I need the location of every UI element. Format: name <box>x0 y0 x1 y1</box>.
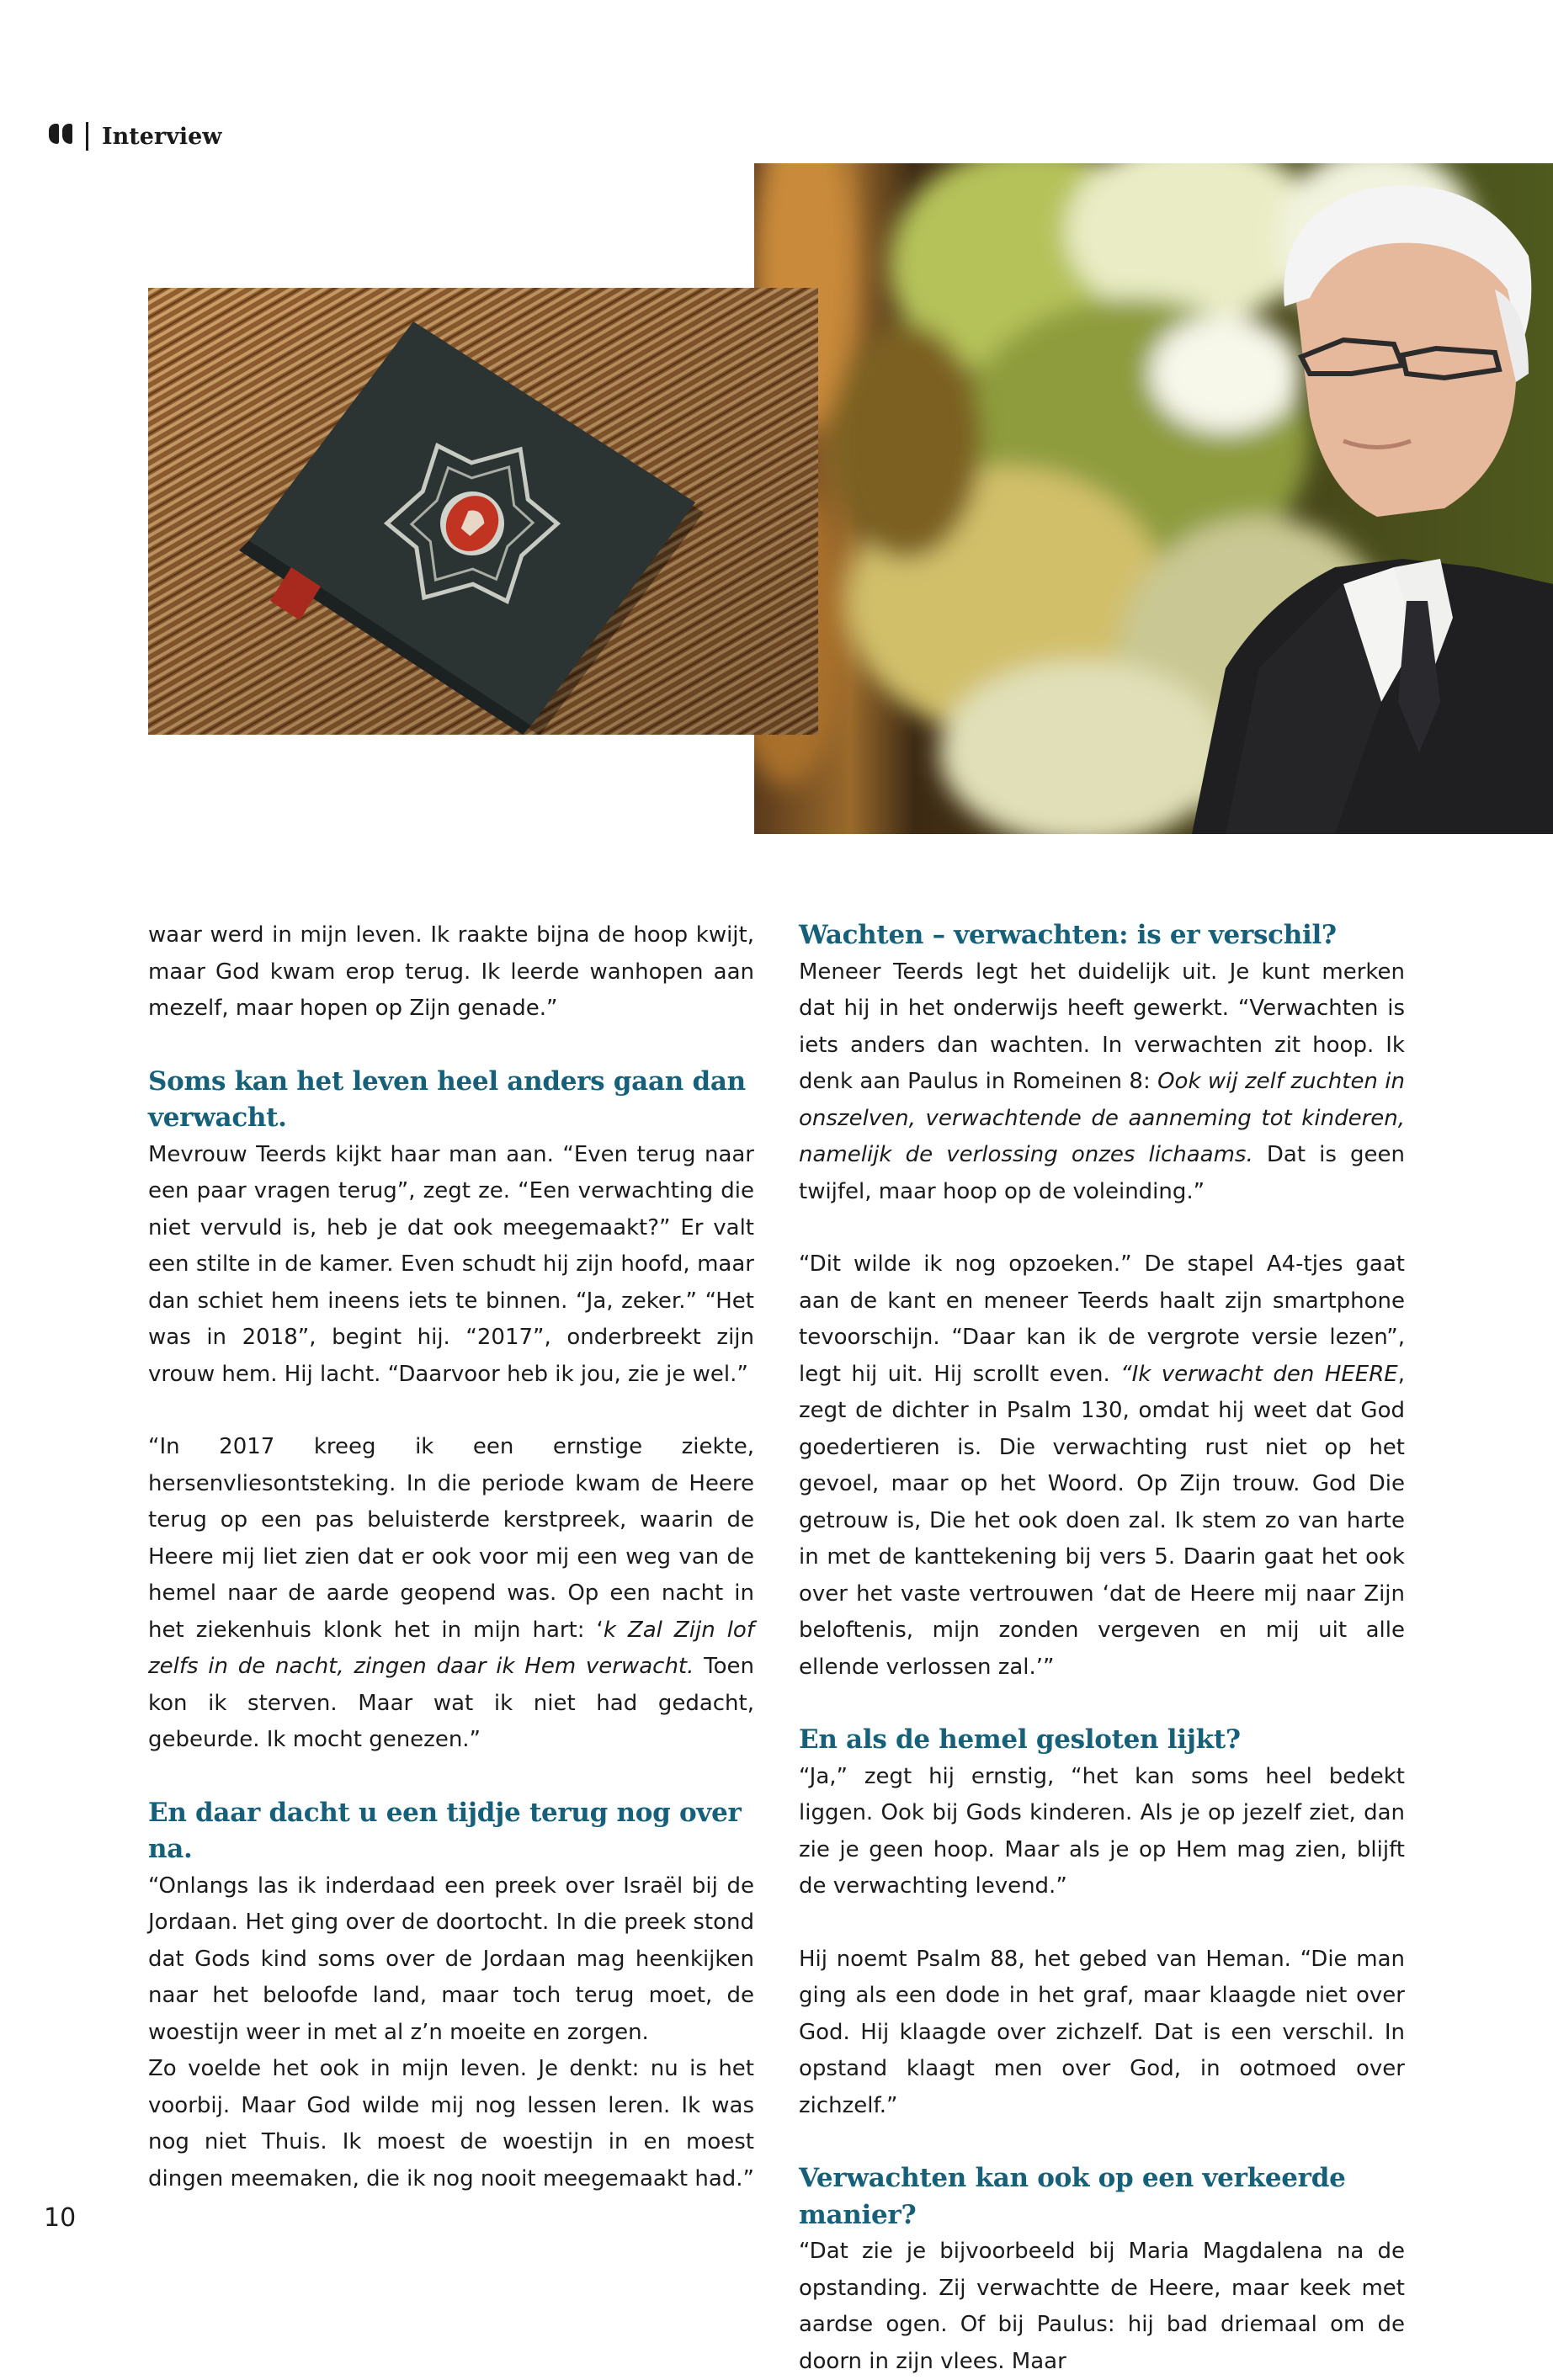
right-column <box>799 917 1405 2380</box>
paragraph: Meneer Teerds legt het duidelijk uit. Je kunt merken dat hij in het onderwijs heeft gewerkt. “Verwachten is iets anders dan wachten. In verwachten zit hoop. Ik denk aan Paulus in Romeinen 8: Ook wij zelf zuchten in onszelven, verwachtende de aanneming tot kinderen, namelijk de verlossing onzes lichaams. Dat is geen twijfel, maar hoop op de voleinding.” <box>799 959 1406 1204</box>
section-heading: En als de hemel gesloten lijkt? <box>799 1724 1241 1755</box>
section-heading: Wachten – verwachten: is er verschil? <box>799 920 1337 950</box>
section-heading: Soms kan het leven heel anders gaan dan verwacht. <box>148 1065 746 1133</box>
paragraph: Zo voelde het ook in mijn leven. Je denkt: nu is het voorbij. Maar God wilde mij nog lessen leren. Ik was nog niet Thuis. Ik moest de woestijn in en moest dingen meemaken, die ik nog nooit meegemaakt had.” <box>148 2056 755 2191</box>
quote-icon <box>49 124 72 149</box>
portrait-photo <box>754 163 1553 834</box>
paragraph: Mevrouw Teerds kijkt haar man aan. “Even terug naar een paar vragen terug”, zegt ze. “Een verwachting die niet vervuld is, heb je dat ook meegemaakt?” Er valt een stilte in de kamer. Even schudt hij zijn hoofd, maar dan schiet hem ineens iets te binnen. “Ja, zeker.” “Het was in 2018”, begint hij. “2017”, onderbreekt zijn vrouw hem. Hij lacht. “Daarvoor heb ik jou, zie je wel.” <box>148 1141 754 1387</box>
paragraph: Hij noemt Psalm 88, het gebed van Heman. “Die man ging als een dode in het graf, maar klaagde niet over God. Hij klaagde over zichzelf. Dat is een verschil. In opstand klaagt men over God, in ootmoed over zichzelf.” <box>799 1946 1405 2118</box>
section-heading: Verwachten kan ook op een verkeerde manier? <box>799 2163 1346 2230</box>
header-divider <box>86 122 88 151</box>
paragraph: waar werd in mijn leven. Ik raakte bijna de hoop kwijt, maar God kwam erop terug. Ik leerde wanhopen aan mezelf, maar hopen op Zijn genade.” <box>148 922 754 1021</box>
section-header <box>49 118 222 155</box>
paragraph: “Dat zie je bijvoorbeeld bij Maria Magdalena na de opstanding. Zij verwachtte de Heere, maar keek met aardse ogen. Of bij Paulus: hij bad driemaal om de doorn in zijn vlees. Maar <box>799 2239 1405 2374</box>
paragraph: “Dit wilde ik nog opzoeken.” De stapel A4-tjes gaat aan de kant en meneer Teerds haalt zijn smartphone tevoorschijn. “Daar kan ik de vergrote versie lezen”, legt hij uit. Hij scrollt even. “Ik verwacht den HEERE, zegt de dichter in Psalm 130, omdat hij weet dat God goedertieren is. Die verwachting rust niet op het gevoel, maar op het Woord. Op Zijn trouw. God Die getrouw is, Die het ook doen zal. Ik stem zo van harte in met de kanttekening bij vers 5. Daarin gaat het ook over het vaste vertrouwen ‘dat de Heere mij naar Zijn beloftenis, mijn zonden vergeven en mij uit alle ellende verlossen zal.’” <box>799 1251 1405 1680</box>
page-number: 10 <box>44 2203 77 2233</box>
paragraph: “Ja,” zegt hij ernstig, “het kan soms heel bedekt liggen. Ook bij Gods kinderen. Als je op jezelf ziet, dan zie je geen hoop. Maar als je op Hem mag zien, blijft de verwachting levend.” <box>799 1763 1405 1899</box>
book-photo <box>148 288 818 735</box>
section-title: Interview <box>102 123 222 150</box>
left-column <box>148 917 754 2197</box>
paragraph: “Onlangs las ik inderdaad een preek over Israël bij de Jordaan. Het ging over de doortocht. In die preek stond dat Gods kind soms over de Jordaan mag heenkijken naar het beloofde land, maar toch terug moet, de woestijn weer in met al z’n moeite en zorgen. <box>148 1873 754 2045</box>
section-heading: En daar dacht u een tijdje terug nog over na. <box>148 1797 742 1864</box>
paragraph: “In 2017 kreeg ik een ernstige ziekte, hersenvliesontsteking. In die periode kwam de Heere terug op een pas beluisterde kerstpreek, waarin de Heere mij liet zien dat er ook voor mij een weg van de hemel naar de aarde geopend was. Op een nacht in het ziekenhuis klonk het in mijn hart: ‘k Zal Zijn lof zelfs in de nacht, zingen daar ik Hem verwacht. Toen kon ik sterven. Maar wat ik niet had gedacht, gebeurde. Ik mocht genezen.” <box>148 1434 754 1752</box>
